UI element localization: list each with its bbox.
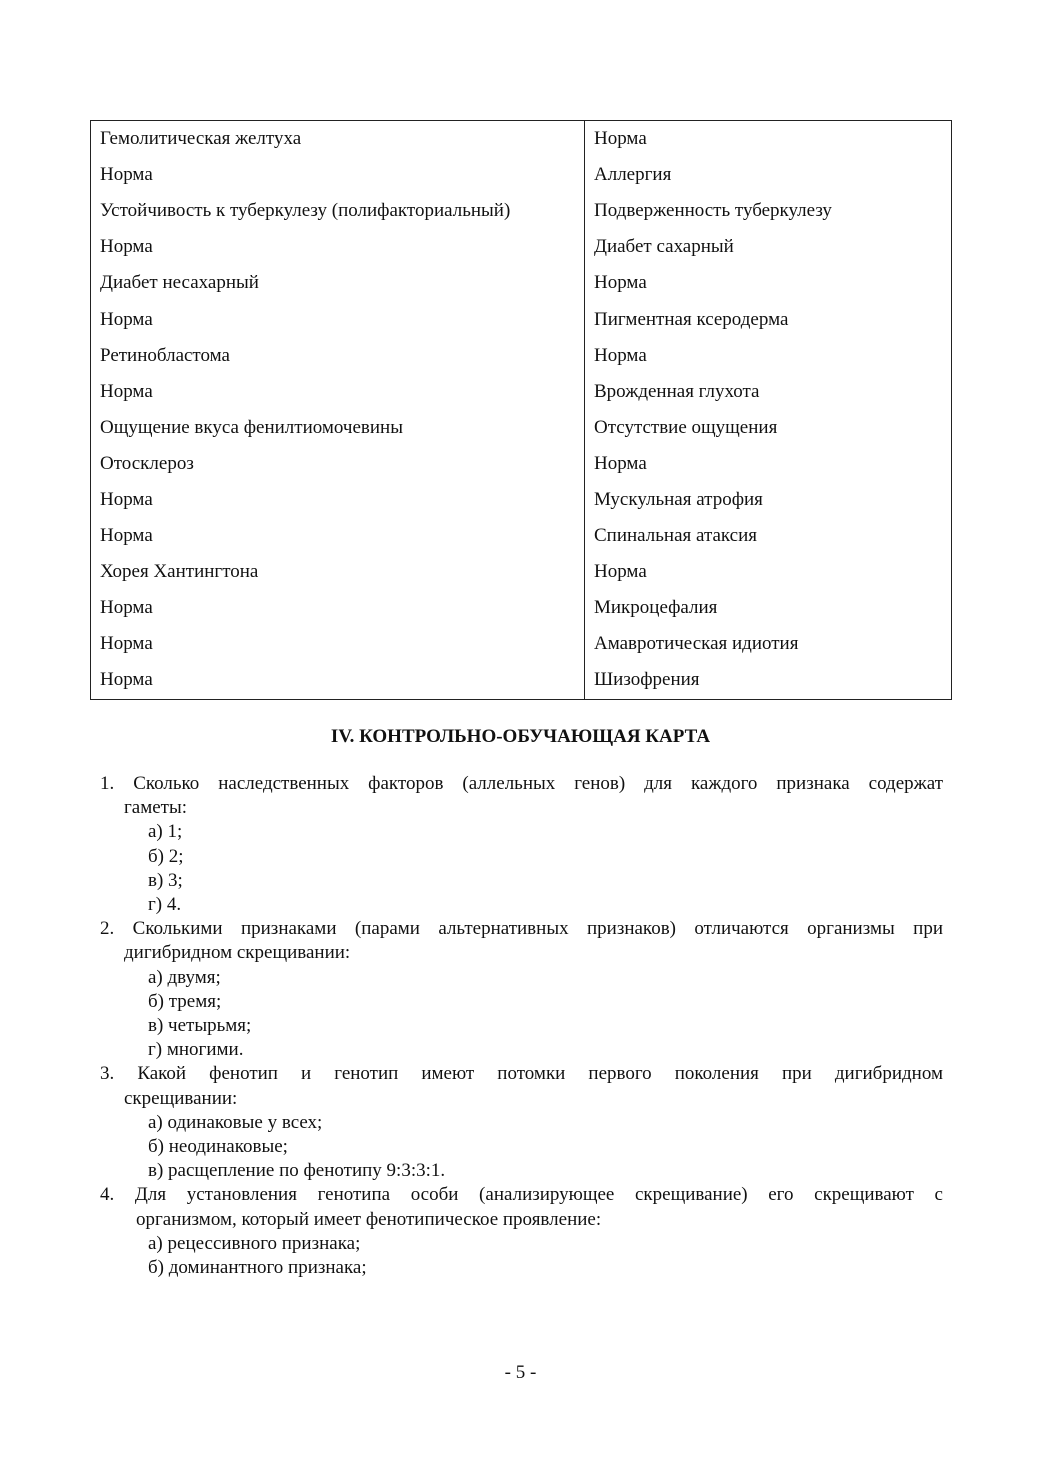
table-cell: Диабет сахарный — [594, 236, 734, 258]
answer-option: а) 1; — [148, 821, 183, 843]
table-row — [91, 446, 952, 482]
question-text: 3. Какой фенотип и генотип имеют потомки первого поколения при дигибридном — [100, 1063, 943, 1085]
question-4 — [100, 1183, 943, 1280]
table-cell: Норма — [594, 128, 647, 150]
table-cell: Спинальная атаксия — [594, 525, 758, 547]
table-cell: Мускульная атрофия — [594, 488, 763, 510]
table-row — [91, 229, 952, 265]
question-text-continued: гаметы: — [124, 797, 188, 819]
table-row — [91, 554, 952, 590]
table-cell: Хорея Хантингтона — [91, 554, 585, 590]
answer-option: б) доминантного признака; — [148, 1257, 367, 1279]
table-cell: Норма — [91, 229, 585, 265]
page-number: - 5 - — [504, 1362, 537, 1383]
table-cell: Норма — [91, 374, 585, 410]
question-1 — [100, 772, 943, 917]
table-cell: Норма — [91, 518, 585, 554]
table-row — [91, 338, 952, 374]
table-row — [91, 626, 952, 662]
table-cell: Шизофрения — [594, 669, 700, 691]
question-text-continued: организмом, который имеет фенотипическое проявление: — [136, 1208, 602, 1230]
question-text-continued: дигибридном скрещивании: — [124, 942, 351, 964]
answer-option: г) многими. — [148, 1039, 244, 1061]
answer-option: б) 2; — [148, 845, 184, 867]
answer-option: г) 4. — [148, 894, 182, 916]
table-cell: Норма — [91, 626, 585, 662]
table-row — [91, 193, 952, 229]
table-cell: Отсутствие ощущения — [594, 416, 778, 438]
answer-option: в) 3; — [148, 869, 183, 891]
table-row — [91, 662, 952, 699]
table-cell: Аллергия — [594, 164, 672, 186]
quiz-list — [100, 772, 943, 1280]
answer-option: а) рецессивного признака; — [148, 1232, 361, 1254]
table-cell: Норма — [594, 344, 647, 366]
table-row — [91, 265, 952, 301]
table-cell: Устойчивость к туберкулезу (полифакториальный) — [91, 193, 585, 229]
table-row — [91, 518, 952, 554]
table-cell: Подверженность туберкулезу — [594, 200, 832, 222]
table-cell: Врожденная глухота — [594, 380, 760, 402]
table-cell: Норма — [594, 272, 647, 294]
table-row — [91, 410, 952, 446]
answer-option: б) неодинаковые; — [148, 1136, 288, 1158]
question-text-continued: скрещивании: — [124, 1087, 238, 1109]
table-cell: Амавротическая идиотия — [594, 633, 799, 655]
table-cell: Норма — [594, 561, 647, 583]
table-cell: Норма — [91, 157, 585, 193]
table-cell: Ретинобластома — [91, 338, 585, 374]
answer-option: б) тремя; — [148, 990, 222, 1012]
table-row — [91, 121, 952, 158]
section-title: IV. КОНТРОЛЬНО-ОБУЧАЮЩАЯ КАРТА — [330, 726, 711, 747]
table-row — [91, 482, 952, 518]
answer-option: а) одинаковые у всех; — [148, 1111, 323, 1133]
table-cell: Норма — [594, 452, 647, 474]
table-cell: Норма — [91, 590, 585, 626]
table-row — [91, 301, 952, 337]
traits-table — [90, 120, 952, 700]
table-cell: Гемолитическая желтуха — [91, 121, 585, 158]
question-2 — [100, 917, 943, 1062]
table-cell: Ощущение вкуса фенилтиомочевины — [91, 410, 585, 446]
answer-option: в) расщепление по фенотипу 9:3:3:1. — [148, 1160, 446, 1182]
table-row — [91, 374, 952, 410]
table-cell: Норма — [91, 662, 585, 699]
table-cell: Микроцефалия — [594, 597, 718, 619]
table-cell: Диабет несахарный — [91, 265, 585, 301]
answer-option: в) четырьмя; — [148, 1015, 252, 1037]
question-text: 4. Для установления генотипа особи (анализирующее скрещивание) его скрещивают с — [100, 1184, 943, 1206]
answer-option: а) двумя; — [148, 966, 221, 988]
question-text: 2. Сколькими признаками (парами альтернативных признаков) отличаются организмы при — [100, 918, 943, 940]
table-cell: Отосклероз — [91, 446, 585, 482]
question-text: 1. Сколько наследственных факторов (аллельных генов) для каждого признака содержат — [100, 773, 943, 794]
table-row — [91, 157, 952, 193]
table-cell: Норма — [91, 482, 585, 518]
table-cell: Пигментная ксеродерма — [594, 308, 789, 330]
question-3 — [100, 1062, 943, 1183]
table-cell: Норма — [91, 301, 585, 337]
table-row — [91, 590, 952, 626]
